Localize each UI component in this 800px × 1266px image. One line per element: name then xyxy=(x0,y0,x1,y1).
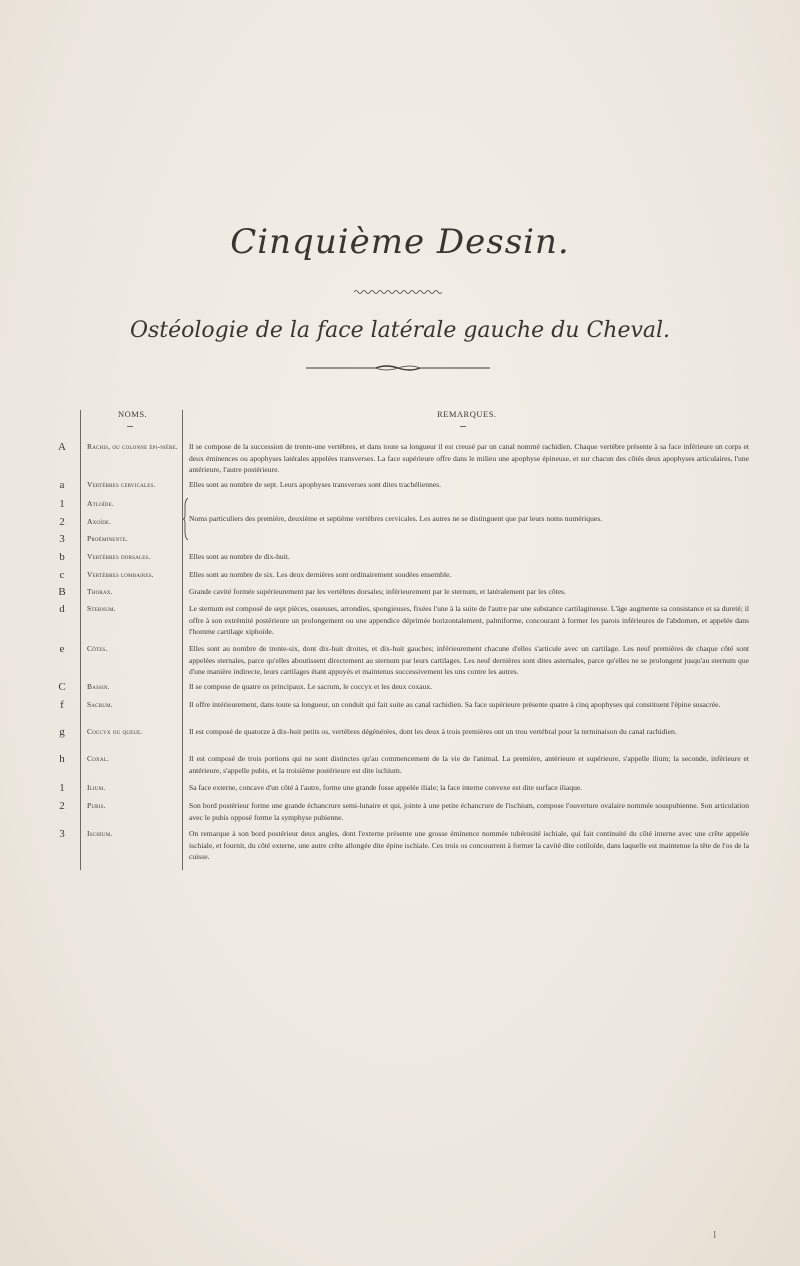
row-letter: f xyxy=(60,699,64,711)
row-name: Vertèbres cervicales. xyxy=(87,480,156,489)
column-header-names: NOMS. xyxy=(118,409,148,419)
row-name: Coccyx ou queue. xyxy=(87,727,143,736)
row-letter: a xyxy=(59,479,65,491)
row-letter: 2 xyxy=(59,800,65,812)
row-letter: e xyxy=(59,643,65,655)
row-letter: 3 xyxy=(59,828,65,840)
row-letter: 2 xyxy=(59,516,65,528)
row-letter: c xyxy=(59,569,65,581)
row-remark: Elles sont au nombre de trente-six, dont dix-huit droites, et dix-huit gauches; inférieurement chacune d'elles s'articule avec un cartilage. Les neuf premières de chaque côté sont appelées sternales, parce qu'elles aboutissent directement au sternum par leurs cartilages. Les neuf dernières sont dites asternales, parce qu'elles ne se prolongent jusqu'au sternum que d'une manière indirecte, leurs cartilages étant appuyés et maintenus successivement les uns contre les autres. xyxy=(189,644,749,677)
row-name: Vertèbres lombaires. xyxy=(87,570,154,579)
column-header-remarks-rule xyxy=(460,426,466,427)
row-remark: Le sternum est composé de sept pièces, osseuses, arrondies, spongieuses, fixées l'une à la suite de l'autre par une substance cartilagineuse. L'âge augmente sa consistance et sa dureté; il offre à son extrémité postérieure un prolongement ou une appendice déprimée horizontalement, palmiforme, concourant à former les parois inférieures de l'abdomen, et appelée dans l'homme cartilage xiphoïde. xyxy=(189,604,749,637)
row-letter: 3 xyxy=(59,533,65,545)
row-name: Ilium. xyxy=(87,783,106,792)
row-remark: Sa face externe, concave d'un côté à l'autre, forme une grande fosse appelée iliale; la face interne convexe est dite surface iliaque. xyxy=(189,783,583,792)
row-remark: Noms particuliers des première, deuxième et septième vertèbres cervicales. Les autres ne se distinguent que par leurs noms numériques. xyxy=(189,514,603,523)
row-remark: Il est composé de quatorze à dix-huit petits os, vertèbres dégénérées, dont les deux à trois premières ont un trou vertébral pour la terminaison du canal rachidien. xyxy=(189,727,677,736)
column-divider-left xyxy=(80,410,81,870)
column-header-names-rule xyxy=(127,426,133,427)
row-remark: On remarque à son bord postérieur deux angles, dont l'externe présente une grosse éminence nommée tubérosité ischiale, qui fait continuité du côté interne avec une crête appelée ischiale, et fournit, du côté externe, une autre crête allongée dite épine ischiale. Ces trois os concourrent à former la cavité dite cotiloïde, dans laquelle est maintenue la tête de l'os de la cuisse. xyxy=(189,829,749,862)
row-letter: 1 xyxy=(59,782,65,794)
row-remark: Il est composé de trois portions qui ne sont distinctes qu'au commencement de la vie de l'animal. La première, antérieure et supérieure, s'appelle ilium; la seconde, inférieure et antérieure, s'appelle pubis, et la troisième postérieure est dite ischium. xyxy=(189,754,749,775)
row-name: Sternum. xyxy=(87,604,116,613)
row-name: Bassin. xyxy=(87,682,110,691)
row-letter: C xyxy=(58,681,66,693)
row-name: Proéminente. xyxy=(87,534,128,543)
row-name: Sacrum. xyxy=(87,700,113,709)
column-header-remarks: REMARQUES. xyxy=(437,409,497,419)
row-remark: Il se compose de quatre os principaux. Le sacrum, le coccyx et les deux coxaux. xyxy=(189,682,433,691)
row-letter: b xyxy=(59,551,65,563)
row-letter: A xyxy=(58,441,66,453)
column-divider-right xyxy=(182,410,183,870)
row-letter: 1 xyxy=(59,498,65,510)
footer-mark: I xyxy=(713,1230,717,1241)
row-remark: Son bord postérieur forme une grande échancrure semi-lunaire et qui, jointe à une petite échancrure de l'ischium, compose l'ouverture ovalaire nommée souspubienne. Son articulation avec le pubis opposé forme la symphyse pubienne. xyxy=(189,801,749,822)
row-remark: Elles sont au nombre de dix-huit. xyxy=(189,552,290,561)
row-letter: d xyxy=(59,603,65,615)
row-name: Pubis. xyxy=(87,801,106,810)
row-name: Atloïde. xyxy=(87,499,114,508)
ornament-rule xyxy=(306,362,490,374)
page-subtitle: Ostéologie de la face latérale gauche du Cheval. xyxy=(129,318,671,343)
row-name: Vertèbres dorsales. xyxy=(87,552,151,561)
wavy-rule xyxy=(354,288,442,296)
row-name: Rachis, ou colonne épi-nière. xyxy=(87,442,179,451)
row-name: Ischium. xyxy=(87,829,113,838)
row-remark: Elles sont au nombre de sept. Leurs apophyses transverses sont dites trachéliennes. xyxy=(189,480,442,489)
row-letter: g xyxy=(59,726,65,738)
row-name: Axoïde. xyxy=(87,517,112,526)
row-remark: Il se compose de la succession de trente-une vertèbres, et dans toute sa longueur il est creusé par un canal nommé rachidien. Chaque vertèbre présente à sa face inférieure un corps et deux éminences ou apophyses latérales appelées transverses. La face supérieure offre dans le milieu une apophyse épineuse, et sur chacun des côtés deux apophyses articulaires, l'une antérieure, l'autre postérieure. xyxy=(189,442,749,475)
row-remark: Elles sont au nombre de six. Les deux dernières sont ordinairement soudées ensemble. xyxy=(189,570,452,579)
page-title: Cinquième Dessin. xyxy=(230,222,570,262)
row-name: Côtes. xyxy=(87,644,108,653)
row-remark: Il offre intérieurement, dans toute sa longueur, un conduit qui fait suite au canal rachidien. Sa face supérieure présente quatre à cinq apophyses qui constituent l'épine susacrée. xyxy=(189,700,721,709)
row-name: Coxal. xyxy=(87,754,109,763)
row-remark: Grande cavité formée supérieurement par les vertèbres dorsales; inférieurement par le sternum, et latéralement par les côtes. xyxy=(189,587,566,596)
row-letter: h xyxy=(59,753,65,765)
row-letter: B xyxy=(58,586,66,598)
row-name: Thorax. xyxy=(87,587,113,596)
